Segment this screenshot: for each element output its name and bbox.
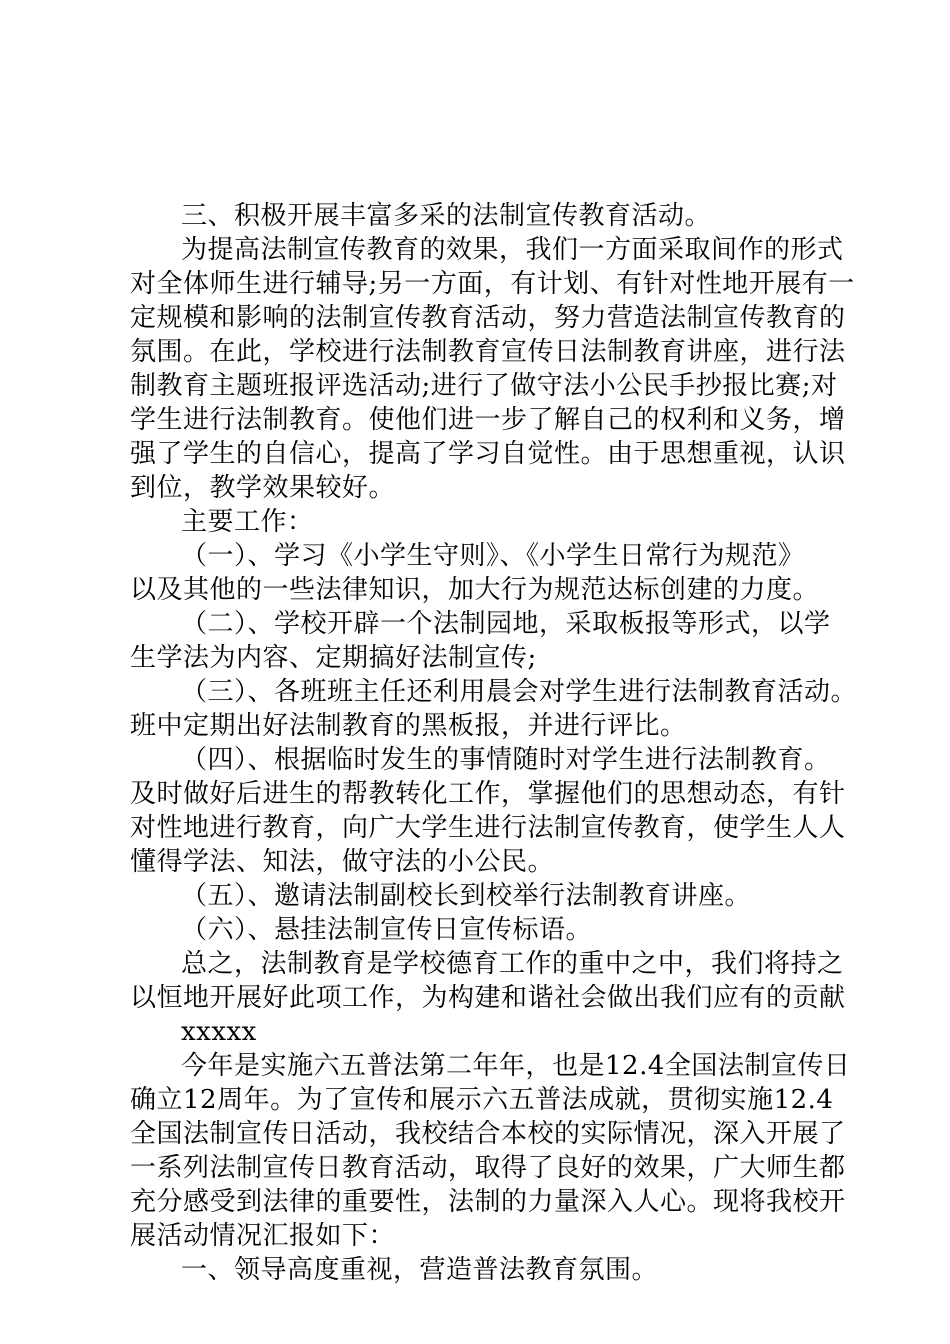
paragraph-line: 为提高法制宣传教育的效果，我们一方面采取间作的形式 xyxy=(181,235,844,265)
list-item-3: （三）、各班班主任还利用晨会对学生进行法制教育活动。 xyxy=(181,677,858,707)
list-item-4-cont: 懂得学法、知法，做守法的小公民。 xyxy=(130,847,555,877)
intro-paragraph-cont: 全国法制宣传日活动，我校结合本校的实际情况，深入开展了 xyxy=(130,1119,846,1149)
intro-paragraph-cont: 展活动情况汇报如下： xyxy=(130,1221,396,1251)
list-item-4-cont: 对性地进行教育，向广大学生进行法制宣传教育，使学生人人 xyxy=(130,813,846,843)
paragraph-line: 到位，教学效果较好。 xyxy=(130,473,396,503)
list-item-4-cont: 及时做好后进生的帮教转化工作，掌握他们的思想动态，有针 xyxy=(130,779,846,809)
separator-placeholder: xxxxx xyxy=(181,1017,257,1047)
list-item-2: （二）、学校开辟一个法制园地，采取板报等形式，以学 xyxy=(181,609,831,639)
paragraph-line: 氛围。在此，学校进行法制教育宣传日法制教育讲座，进行法 xyxy=(130,337,846,367)
list-item-2-cont: 生学法为内容、定期搞好法制宣传; xyxy=(130,643,537,673)
summary-paragraph-cont: 以恒地开展好此项工作，为构建和谐社会做出我们应有的贡献 xyxy=(130,983,846,1013)
list-item-5: （五）、邀请法制副校长到校举行法制教育讲座。 xyxy=(181,881,752,911)
section-heading-3: 三、积极开展丰富多采的法制宣传教育活动。 xyxy=(181,201,712,231)
list-item-1-cont: 以及其他的一些法律知识，加大行为规范达标创建的力度。 xyxy=(130,575,820,605)
list-item-6: （六）、悬挂法制宣传日宣传标语。 xyxy=(181,915,593,945)
section-heading-1: 一、领导高度重视，营造普法教育氛围。 xyxy=(181,1255,659,1285)
paragraph-line: 制教育主题班报评选活动;进行了做守法小公民手抄报比赛;对 xyxy=(130,371,838,401)
list-item-1: （一）、学习《小学生守则》、《小学生日常行为规范》 xyxy=(181,541,805,571)
paragraph-line: 定规模和影响的法制宣传教育活动，努力营造法制宣传教育的 xyxy=(130,303,846,333)
paragraph-line: 学生进行法制教育。使他们进一步了解自己的权利和义务，增 xyxy=(130,405,846,435)
list-item-4: （四）、根据临时发生的事情随时对学生进行法制教育。 xyxy=(181,745,831,775)
paragraph-line: 强了学生的自信心，提高了学习自觉性。由于思想重视，认识 xyxy=(130,439,846,469)
summary-paragraph: 总之，法制教育是学校德育工作的重中之中，我们将持之 xyxy=(181,949,844,979)
paragraph-line: 对全体师生进行辅导;另一方面，有计划、有针对性地开展有一 xyxy=(130,269,855,299)
intro-paragraph-cont: 充分感受到法律的重要性，法制的力量深入人心。现将我校开 xyxy=(130,1187,846,1217)
list-item-3-cont: 班中定期出好法制教育的黑板报，并进行评比。 xyxy=(130,711,687,741)
intro-paragraph-cont: 一系列法制宣传日教育活动，取得了良好的效果，广大师生都 xyxy=(130,1153,846,1183)
intro-paragraph-cont: 确立12周年。为了宣传和展示六五普法成就，贯彻实施12.4 xyxy=(130,1085,834,1115)
intro-paragraph: 今年是实施六五普法第二年年，也是12.4全国法制宣传日 xyxy=(181,1051,851,1081)
main-work-heading: 主要工作： xyxy=(181,507,314,537)
